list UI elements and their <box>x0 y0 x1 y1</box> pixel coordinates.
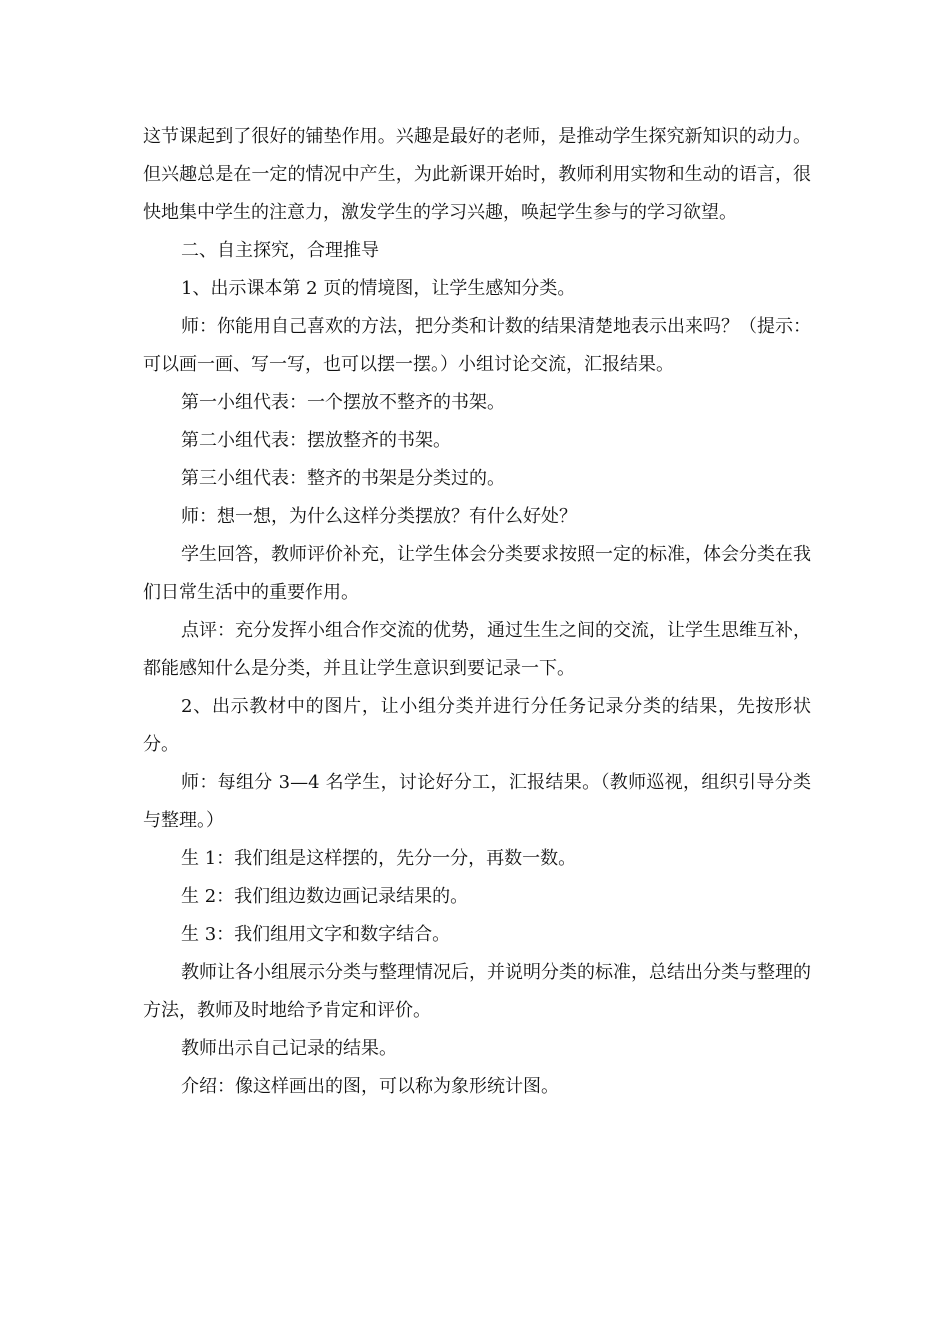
paragraph: 教师出示自己记录的结果。 <box>181 1038 397 1059</box>
paragraph: 教师让各小组展示分类与整理情况后，并说明分类的标准，总结出分类与整理的方法，教师及时地给予肯定和评价。 <box>143 962 811 1021</box>
document-body <box>143 118 811 1106</box>
paragraph: 第二小组代表：摆放整齐的书架。 <box>181 430 451 451</box>
paragraph: 学生回答，教师评价补充，让学生体会分类要求按照一定的标准，体会分类在我们日常生活中的重要作用。 <box>143 544 811 603</box>
paragraph: 点评：充分发挥小组合作交流的优势，通过生生之间的交流，让学生思维互补，都能感知什么是分类，并且让学生意识到要记录一下。 <box>143 620 811 679</box>
section-heading: 二、自主探究，合理推导 <box>181 240 379 261</box>
paragraph: 这节课起到了很好的铺垫作用。兴趣是最好的老师，是推动学生探究新知识的动力。但兴趣总是在一定的情况中产生，为此新课开始时，教师利用实物和生动的语言，很快地集中学生的注意力，激发学生的学习兴趣，唤起学生参与的学习欲望。 <box>143 126 811 223</box>
paragraph: 师：每组分 3—4 名学生，讨论好分工，汇报结果。（教师巡视，组织引导分类与整理。） <box>143 772 811 831</box>
paragraph: 师：你能用自己喜欢的方法，把分类和计数的结果清楚地表示出来吗？（提示：可以画一画、写一写，也可以摆一摆。）小组讨论交流，汇报结果。 <box>143 316 811 375</box>
paragraph: 生 3：我们组用文字和数字结合。 <box>181 924 451 945</box>
paragraph: 生 1：我们组是这样摆的，先分一分，再数一数。 <box>181 848 577 869</box>
paragraph: 第三小组代表：整齐的书架是分类过的。 <box>181 468 505 489</box>
paragraph: 1、出示课本第 2 页的情境图，让学生感知分类。 <box>181 278 576 299</box>
paragraph: 2、出示教材中的图片，让小组分类并进行分任务记录分类的结果，先按形状分。 <box>143 696 811 755</box>
paragraph: 师：想一想，为什么这样分类摆放？有什么好处？ <box>181 506 577 527</box>
paragraph: 介绍：像这样画出的图，可以称为象形统计图。 <box>181 1076 559 1097</box>
paragraph: 生 2：我们组边数边画记录结果的。 <box>181 886 469 907</box>
paragraph: 第一小组代表：一个摆放不整齐的书架。 <box>181 392 505 413</box>
